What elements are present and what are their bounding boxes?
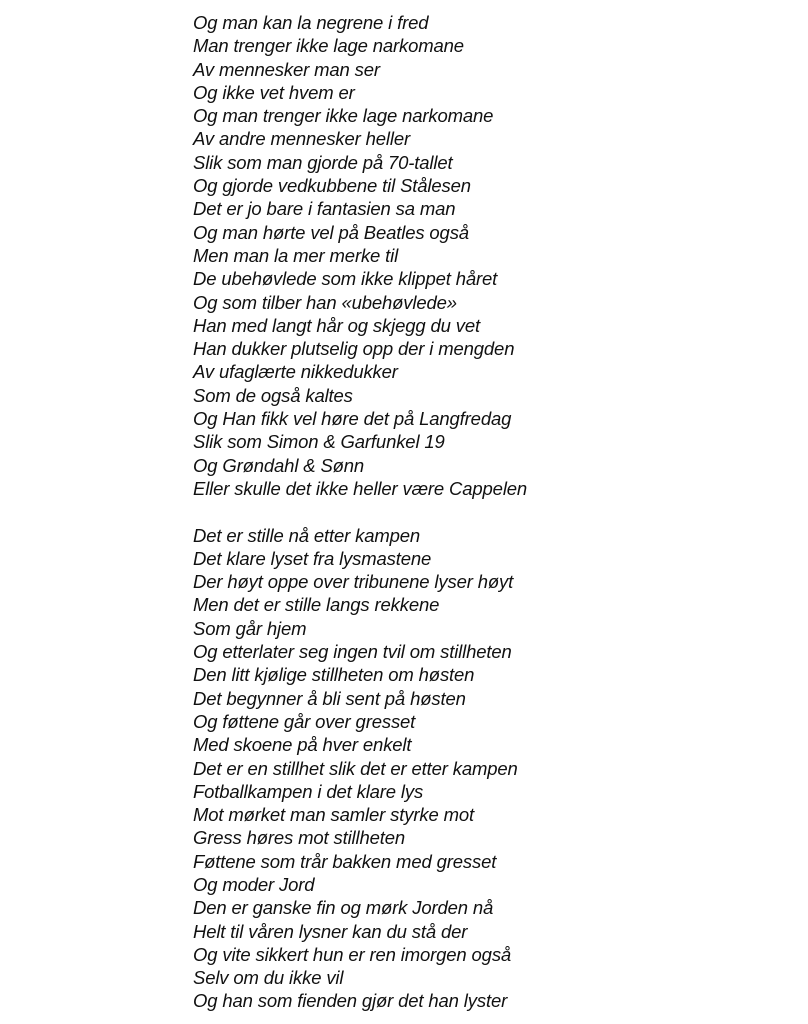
poem-line: Med skoene på hver enkelt xyxy=(193,734,412,756)
poem-line: Og Han fikk vel høre det på Langfredag xyxy=(193,408,512,430)
poem-line: Det klare lyset fra lysmastene xyxy=(193,547,432,569)
poem-line: Og man trenger ikke lage narkomane xyxy=(193,105,494,127)
poem-line: Og gjorde vedkubbene til Stålesen xyxy=(193,175,471,197)
poem-line: Av mennesker man ser xyxy=(193,58,380,80)
poem-line: Og man kan la negrene i fred xyxy=(193,12,429,33)
stanza-1 xyxy=(193,11,753,500)
poem-line: Og vite sikkert hun er ren imorgen også xyxy=(193,943,512,965)
poem-line: Der høyt oppe over tribunene lyser høyt xyxy=(193,571,514,593)
poem-line: Det begynner å bli sent på høsten xyxy=(193,687,466,709)
poem-line: Og moder Jord xyxy=(193,873,315,895)
poem-line: De ubehøvlede som ikke klippet håret xyxy=(193,268,498,290)
poem-line: Han med langt hår og skjegg du vet xyxy=(193,314,480,336)
poem-line: Og føttene går over gresset xyxy=(193,710,416,732)
poem-line: Og etterlater seg ingen tvil om stillheten xyxy=(193,641,512,663)
poem-line: Han dukker plutselig opp der i mengden xyxy=(193,338,515,360)
poem-line: Av andre mennesker heller xyxy=(193,128,411,150)
poem-line: Slik som man gjorde på 70-tallet xyxy=(193,151,453,173)
poem-line: Og Grøndahl & Sønn xyxy=(193,454,365,476)
poem-line: Mot mørket man samler styrke mot xyxy=(193,804,474,826)
poem-line: Som de også kaltes xyxy=(193,384,353,406)
poem-line: Og ikke vet hvem er xyxy=(193,81,355,103)
poem-line: Og som tilber han «ubehøvlede» xyxy=(193,291,457,313)
poem-line: Det er stille nå etter kampen xyxy=(193,524,421,546)
poem-line: Og man hørte vel på Beatles også xyxy=(193,221,469,243)
poem-line: Den litt kjølige stillheten om høsten xyxy=(193,664,475,686)
poem-line: Men man la mer merke til xyxy=(193,244,399,266)
poem-line: Slik som Simon & Garfunkel 19 xyxy=(193,431,445,453)
poem-line: Det er en stillhet slik det er etter kampen xyxy=(193,757,518,779)
poem-line: Av ufaglærte nikkedukker xyxy=(193,361,398,383)
poem-line: Og han som fienden gjør det han lyster xyxy=(193,990,508,1012)
poem-text xyxy=(193,11,753,1013)
poem-line: Helt til våren lysner kan du stå der xyxy=(193,920,468,942)
poem-line: Eller skulle det ikke heller være Cappelen xyxy=(193,477,528,499)
poem-line: Føttene som trår bakken med gresset xyxy=(193,850,497,872)
poem-line: Men det er stille langs rekkene xyxy=(193,594,440,616)
poem-line: Gress høres mot stillheten xyxy=(193,827,406,849)
poem-line: Det er jo bare i fantasien sa man xyxy=(193,198,456,220)
poem-line: Selv om du ikke vil xyxy=(193,967,344,989)
poem-line: Den er ganske fin og mørk Jorden nå xyxy=(193,897,494,919)
poem-line: Man trenger ikke lage narkomane xyxy=(193,35,464,57)
poem-line: Som går hjem xyxy=(193,617,307,639)
stanza-2 xyxy=(193,524,753,1013)
poem-line: Fotballkampen i det klare lys xyxy=(193,780,424,802)
